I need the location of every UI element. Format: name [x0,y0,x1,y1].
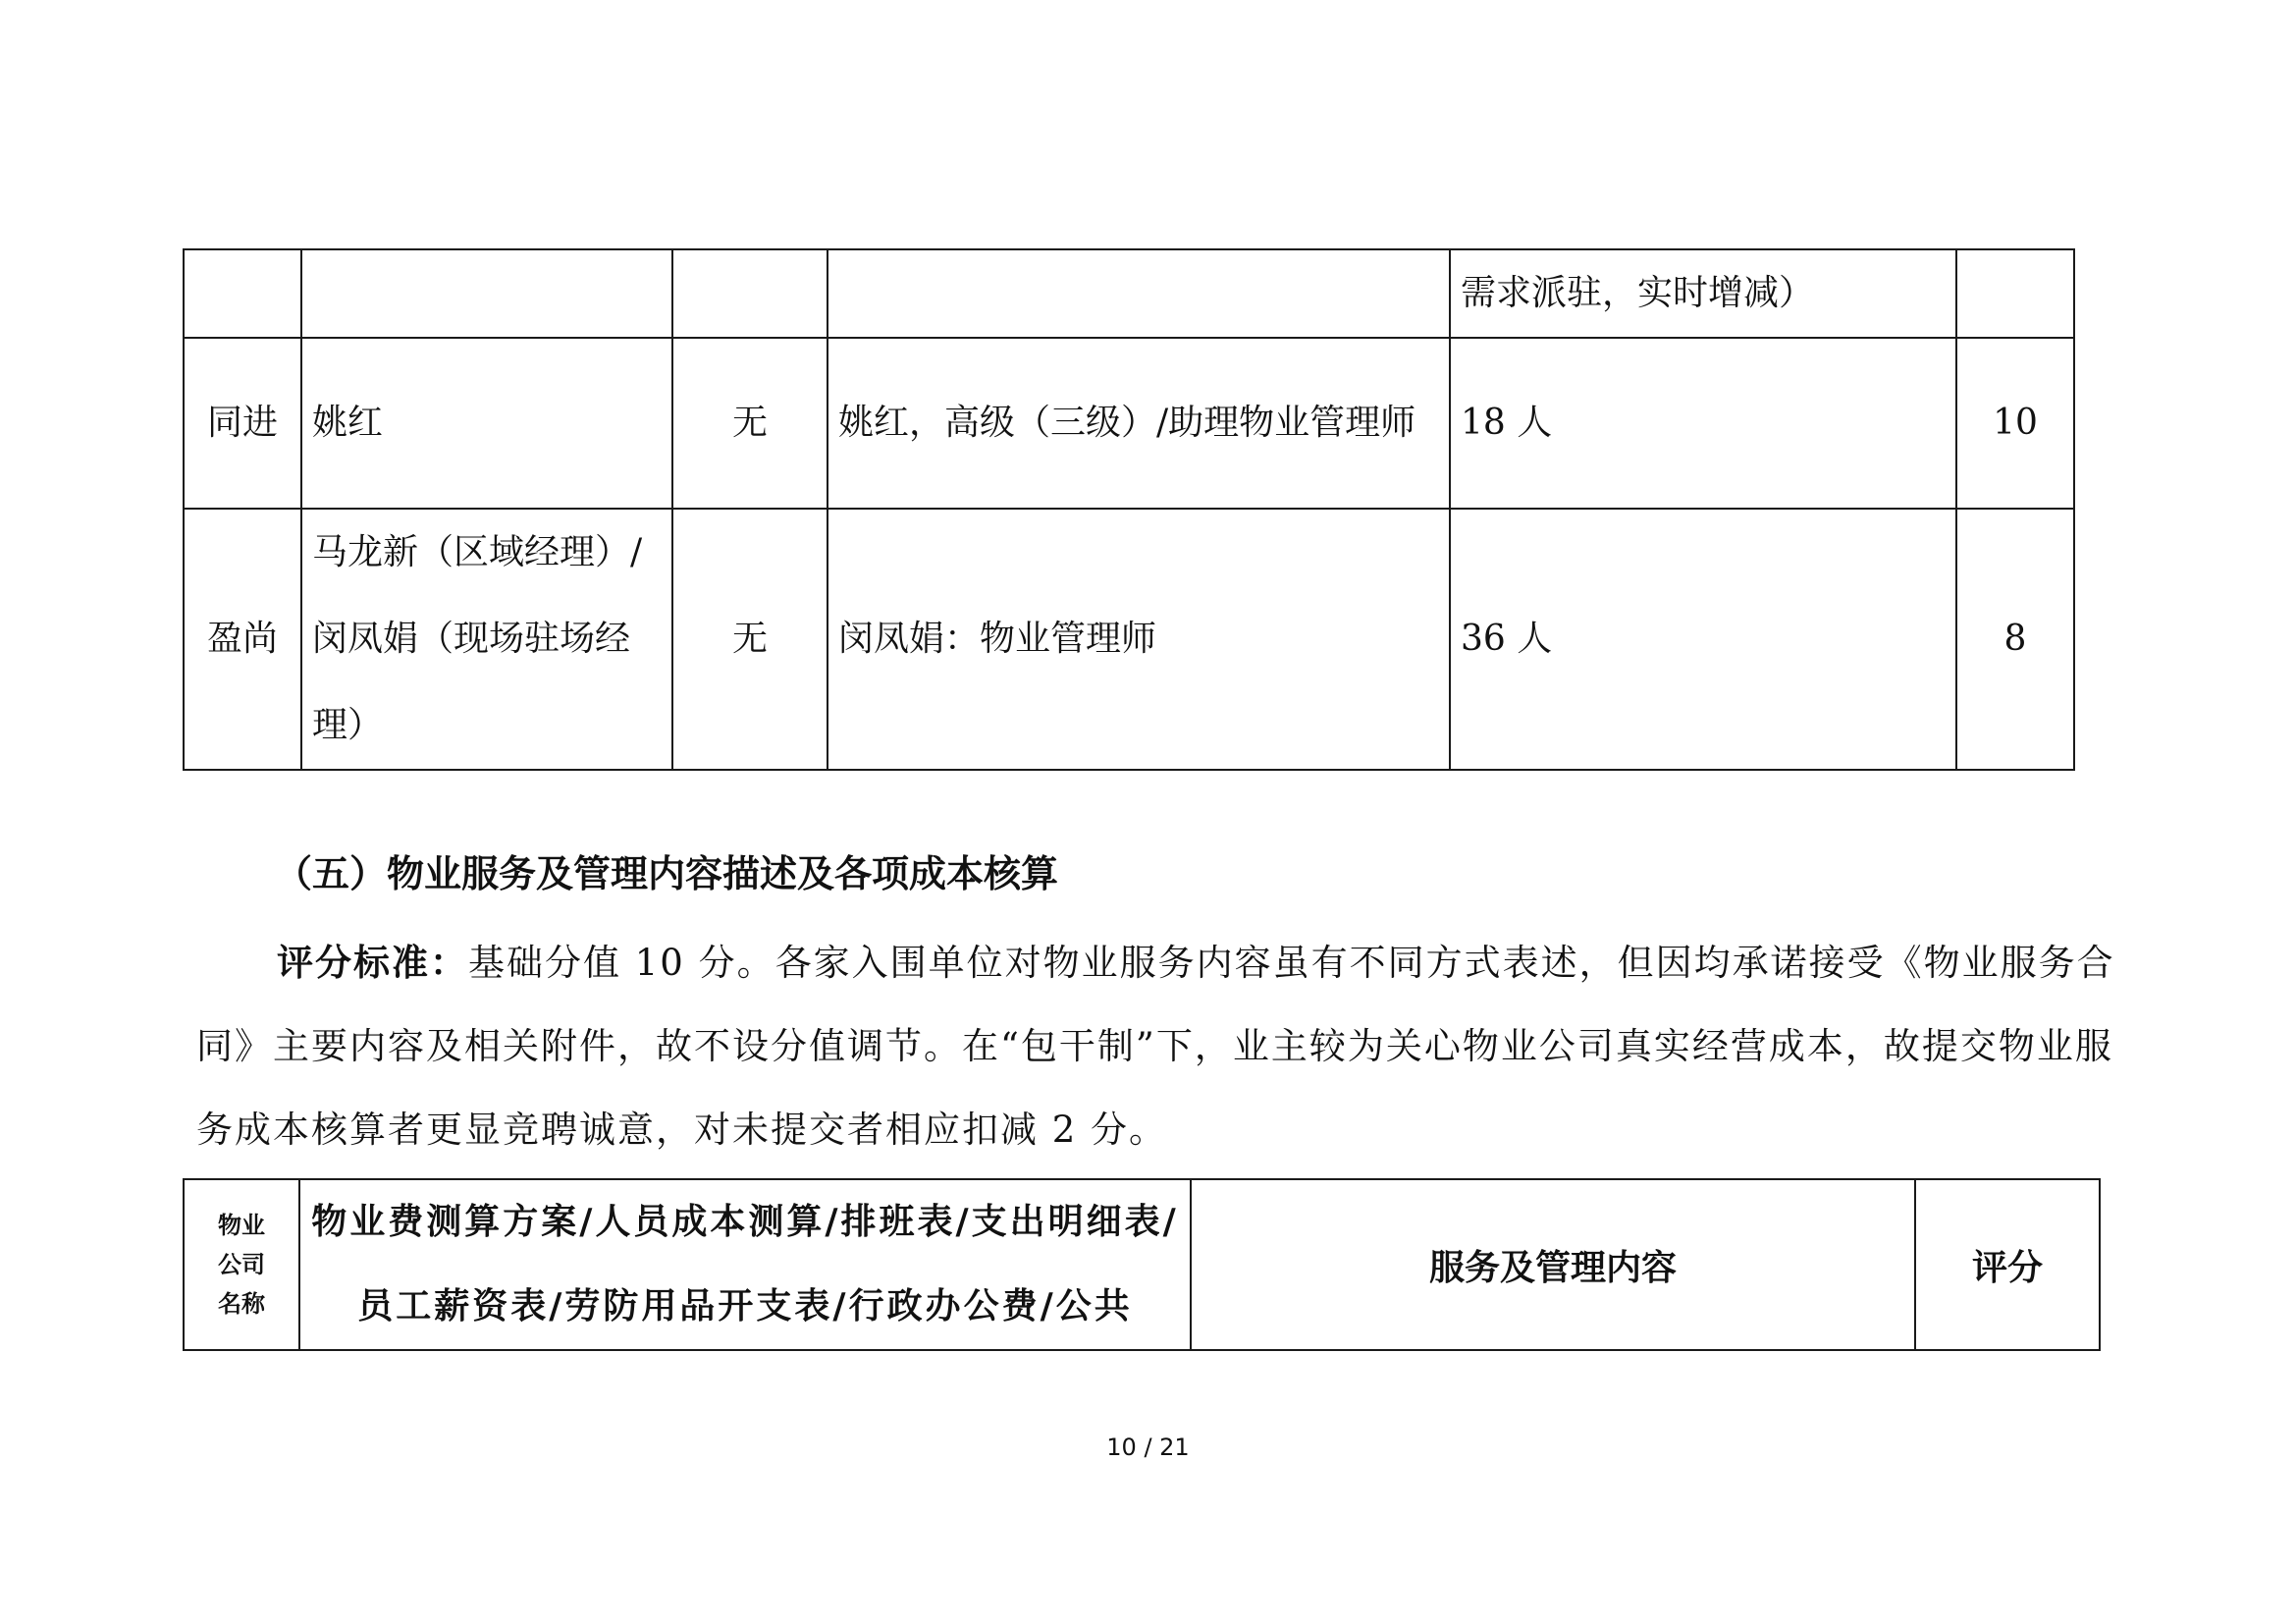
criteria-label: 评分标准： [277,942,468,984]
table-row [184,249,2074,338]
qualification-cell [828,249,1450,338]
cost-accounting-header: 物业费测算方案/人员成本测算/排班表/支出明细表/员工薪资表/劳防用品开支表/行政办公费/公共 [299,1179,1191,1350]
staff-cell: 需求派驻，实时增减） [1450,249,1956,338]
score-cell: 10 [1956,338,2074,509]
company-cell: 盈尚 [184,509,301,770]
table-row [184,509,2074,770]
page-number: 10 / 21 [1106,1434,1190,1461]
score-cell: 8 [1956,509,2074,770]
scoring-criteria-paragraph [196,921,2120,1171]
company-name-header [184,1179,299,1350]
company-header-line: 公司 [218,1251,265,1278]
qualification-cell: 闵凤娟：物业管理师 [828,509,1450,770]
qualification-cell: 姚红，高级（三级）/助理物业管理师 [828,338,1450,509]
penalty-cell: 无 [672,338,828,509]
table-row [184,338,2074,509]
manager-cell: 姚红 [301,338,672,509]
staff-cell: 36 人 [1450,509,1956,770]
penalty-cell: 无 [672,509,828,770]
staff-cell: 18 人 [1450,338,1956,509]
table-header-row [184,1179,2100,1350]
criteria-text: 基础分值 10 分。各家入围单位对物业服务内容虽有不同方式表述，但因均承诺接受《物业服务合同》主要内容及相关附件，故不设分值调节。在“包干制”下，业主较为关心物业公司真实经营成本，故提交物业服务成本核算者更显竞聘诚意，对未提交者相应扣减 2 分。 [196,942,2115,1151]
manager-cell: 马龙新（区域经理）/闵凤娟（现场驻场经理） [301,509,672,770]
penalty-cell [672,249,828,338]
staffing-score-table [183,248,2075,771]
service-content-table [183,1178,2101,1351]
company-cell: 同进 [184,338,301,509]
company-cell [184,249,301,338]
company-header-line: 名称 [218,1290,265,1318]
score-header: 评分 [1915,1179,2100,1350]
manager-cell [301,249,672,338]
score-cell [1956,249,2074,338]
company-header-line: 物业 [218,1212,265,1239]
service-content-header: 服务及管理内容 [1191,1179,1915,1350]
section-heading: （五）物业服务及管理内容描述及各项成本核算 [275,852,1059,895]
